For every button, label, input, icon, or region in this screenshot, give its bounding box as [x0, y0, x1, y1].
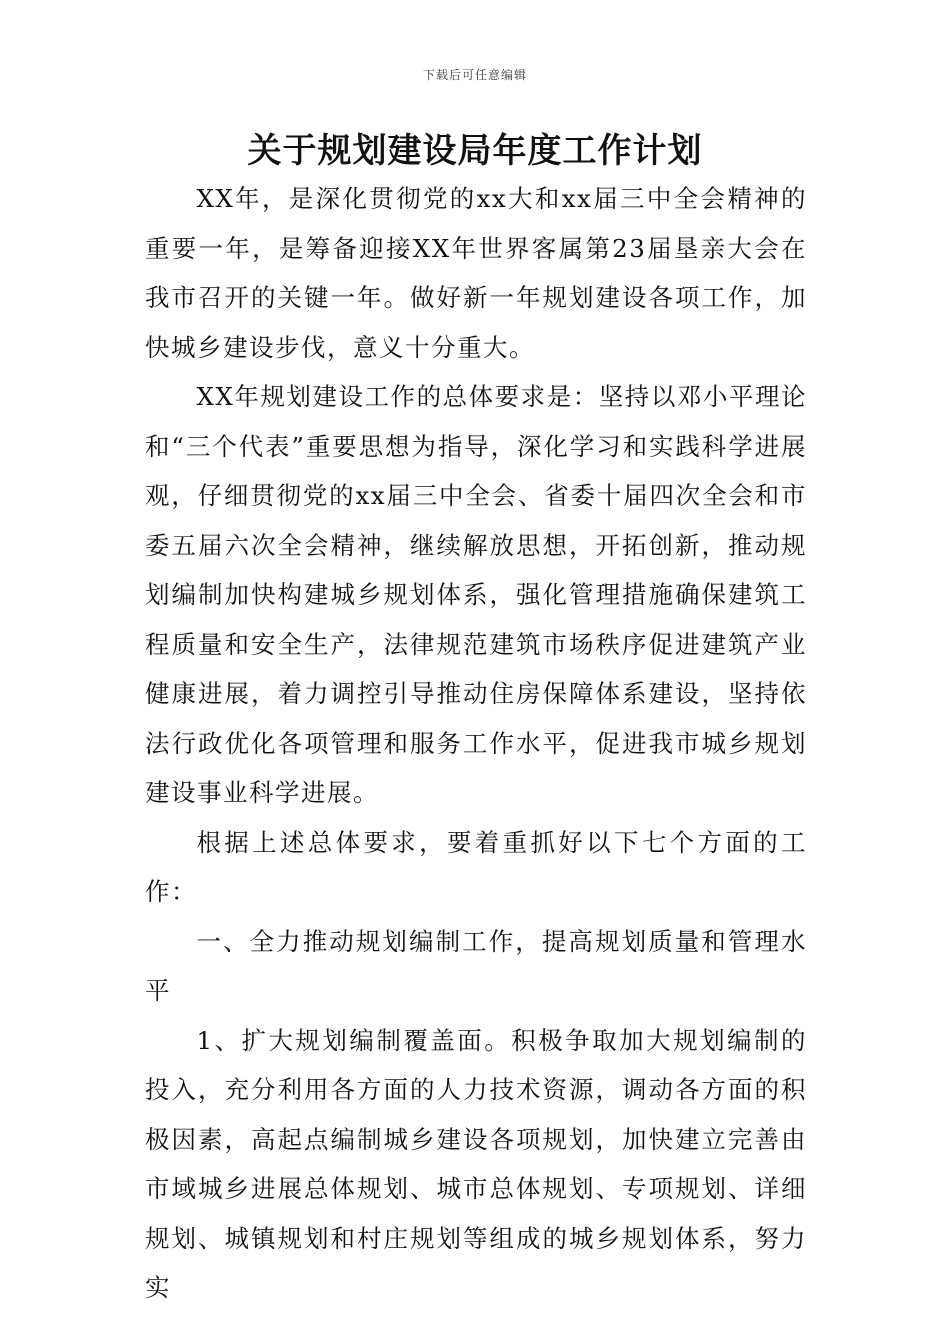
paragraph-seven-aspects: 根据上述总体要求，要着重抓好以下七个方面的工作： [145, 827, 807, 906]
section-heading-one: 一、全力推动规划编制工作，提高规划质量和管理水平 [145, 926, 807, 1005]
document-title: 关于规划建设局年度工作计划 [247, 131, 703, 171]
paragraph-item-one: 1、扩大规划编制覆盖面。积极争取加大规划编制的投入，充分利用各方面的人力技术资源，调动各方面的积极因素，高起点编制城乡建设各项规划，加快建立完善由市域城乡进展总体规划、城市总体规划、专项规划、详细规划、城镇规划和村庄规划等组成的城乡规划体系，努力实 [145, 1025, 807, 1302]
paragraph-general-requirements: XX年规划建设工作的总体要求是：坚持以邓小平理论和“三个代表”重要思想为指导，深化学习和实践科学进展观，仔细贯彻党的xx届三中全会、省委十届四次全会和市委五届六次全会精神，继续解放思想，开拓创新，推动规划编制加快构建城乡规划体系，强化管理措施确保建筑工程质量和安全生产，法律规范建筑市场秩序促进建筑产业健康进展，着力调控引导推动住房保障体系建设，坚持依法行政优化各项管理和服务工作水平，促进我市城乡规划建设事业科学进展。 [145, 382, 807, 807]
download-note: 下载后可任意编辑 [422, 68, 527, 82]
paragraph-intro: XX年，是深化贯彻党的xx大和xx届三中全会精神的重要一年，是筹备迎接XX年世界客属第23届垦亲大会在我市召开的关键一年。做好新一年规划建设各项工作，加快城乡建设步伐，意义十分重大。 [145, 184, 807, 362]
document-body [145, 174, 807, 1313]
